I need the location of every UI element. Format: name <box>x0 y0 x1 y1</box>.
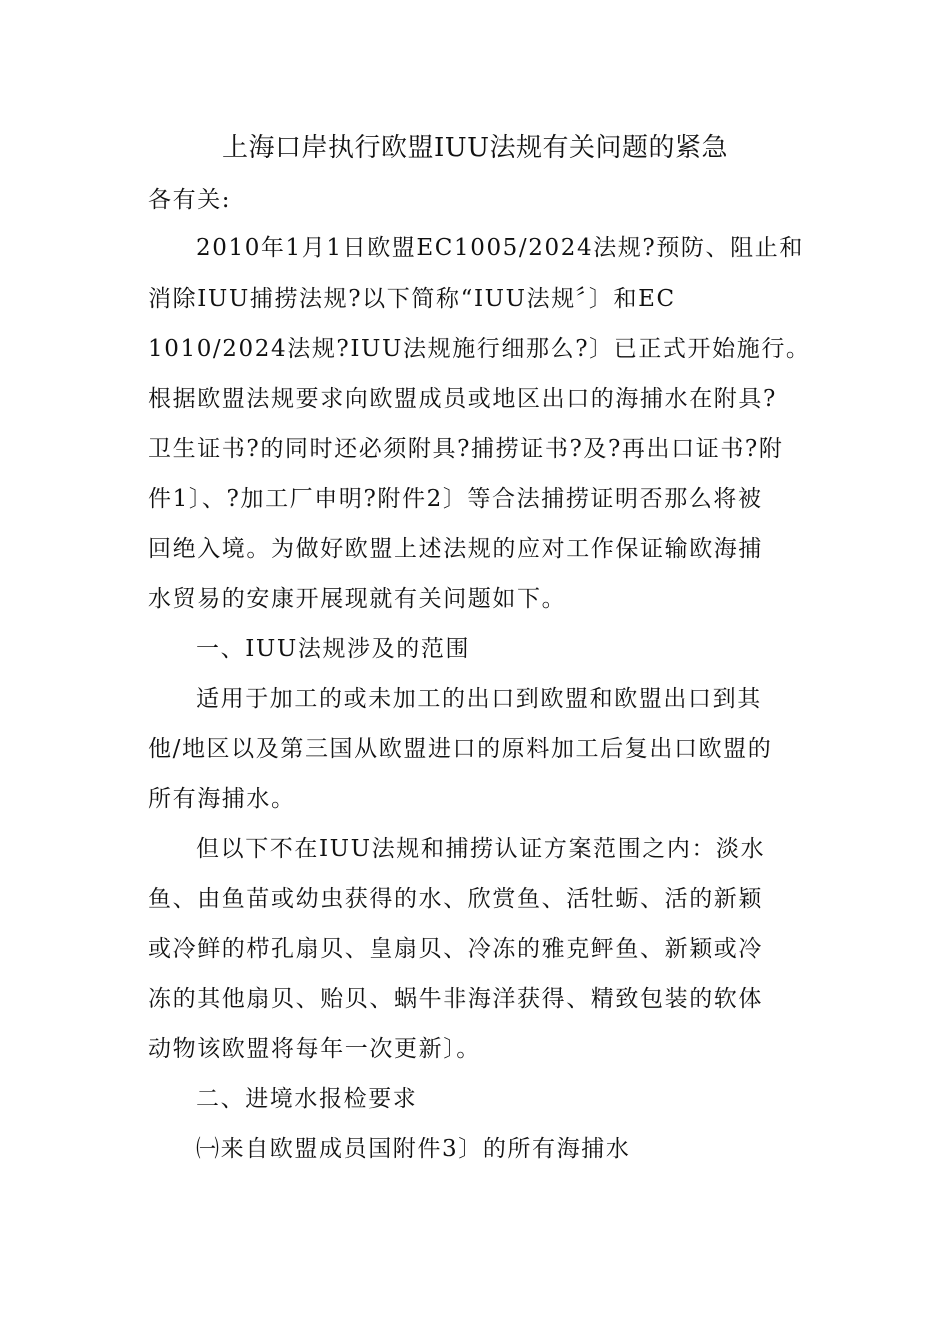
paragraph-line: 件1〕、?加工厂申明?附件2〕等合法捕捞证明否那么将被 <box>148 486 763 512</box>
subsection-heading: ㈠来自欧盟成员国附件3〕的所有海捕水 <box>196 1136 631 1162</box>
section-heading: 一、IUU法规涉及的范围 <box>196 636 471 662</box>
paragraph-line: 回绝入境。为做好欧盟上述法规的应对工作保证输欧海捕 <box>148 536 763 562</box>
document-title: 上海口岸执行欧盟IUU法规有关问题的紧急 <box>221 133 729 163</box>
paragraph-line: 但以下不在IUU法规和捕捞认证方案范围之内：淡水 <box>196 836 766 862</box>
paragraph-line: 或冷鲜的栉孔扇贝、皇扇贝、冷冻的雅克鲆鱼、新颖或冷 <box>148 936 763 962</box>
paragraph-line: 根据欧盟法规要求向欧盟成员或地区出口的海捕水在附具? <box>148 386 777 412</box>
paragraph-line: 动物该欧盟将每年一次更新〕。 <box>148 1036 481 1062</box>
paragraph-line: 所有海捕水。 <box>148 786 296 812</box>
paragraph-line: 2010年1月1日欧盟EC1005/2024法规?预防、阻止和 <box>196 235 804 261</box>
paragraph-line: 1010/2024法规?IUU法规施行细那么?〕已正式开始施行。 <box>148 336 811 362</box>
paragraph-line: 消除IUU捕捞法规?以下简称“IUU法规〞〕和EC <box>148 286 676 312</box>
paragraph-line: 水贸易的安康开展现就有关问题如下。 <box>148 586 567 612</box>
paragraph-line: 适用于加工的或未加工的出口到欧盟和欧盟出口到其 <box>196 686 762 712</box>
section-heading: 二、进境水报检要求 <box>196 1086 418 1112</box>
paragraph-line: 鱼、由鱼苗或幼虫获得的水、欣赏鱼、活牡蛎、活的新颖 <box>148 886 763 912</box>
salutation: 各有关: <box>148 187 232 213</box>
paragraph-line: 卫生证书?的同时还必须附具?捕捞证书?及?再出口证书?附 <box>148 436 784 462</box>
paragraph-line: 他/地区以及第三国从欧盟进口的原料加工后复出口欧盟的 <box>148 736 773 762</box>
paragraph-line: 冻的其他扇贝、贻贝、蜗牛非海洋获得、精致包装的软体 <box>148 986 763 1012</box>
